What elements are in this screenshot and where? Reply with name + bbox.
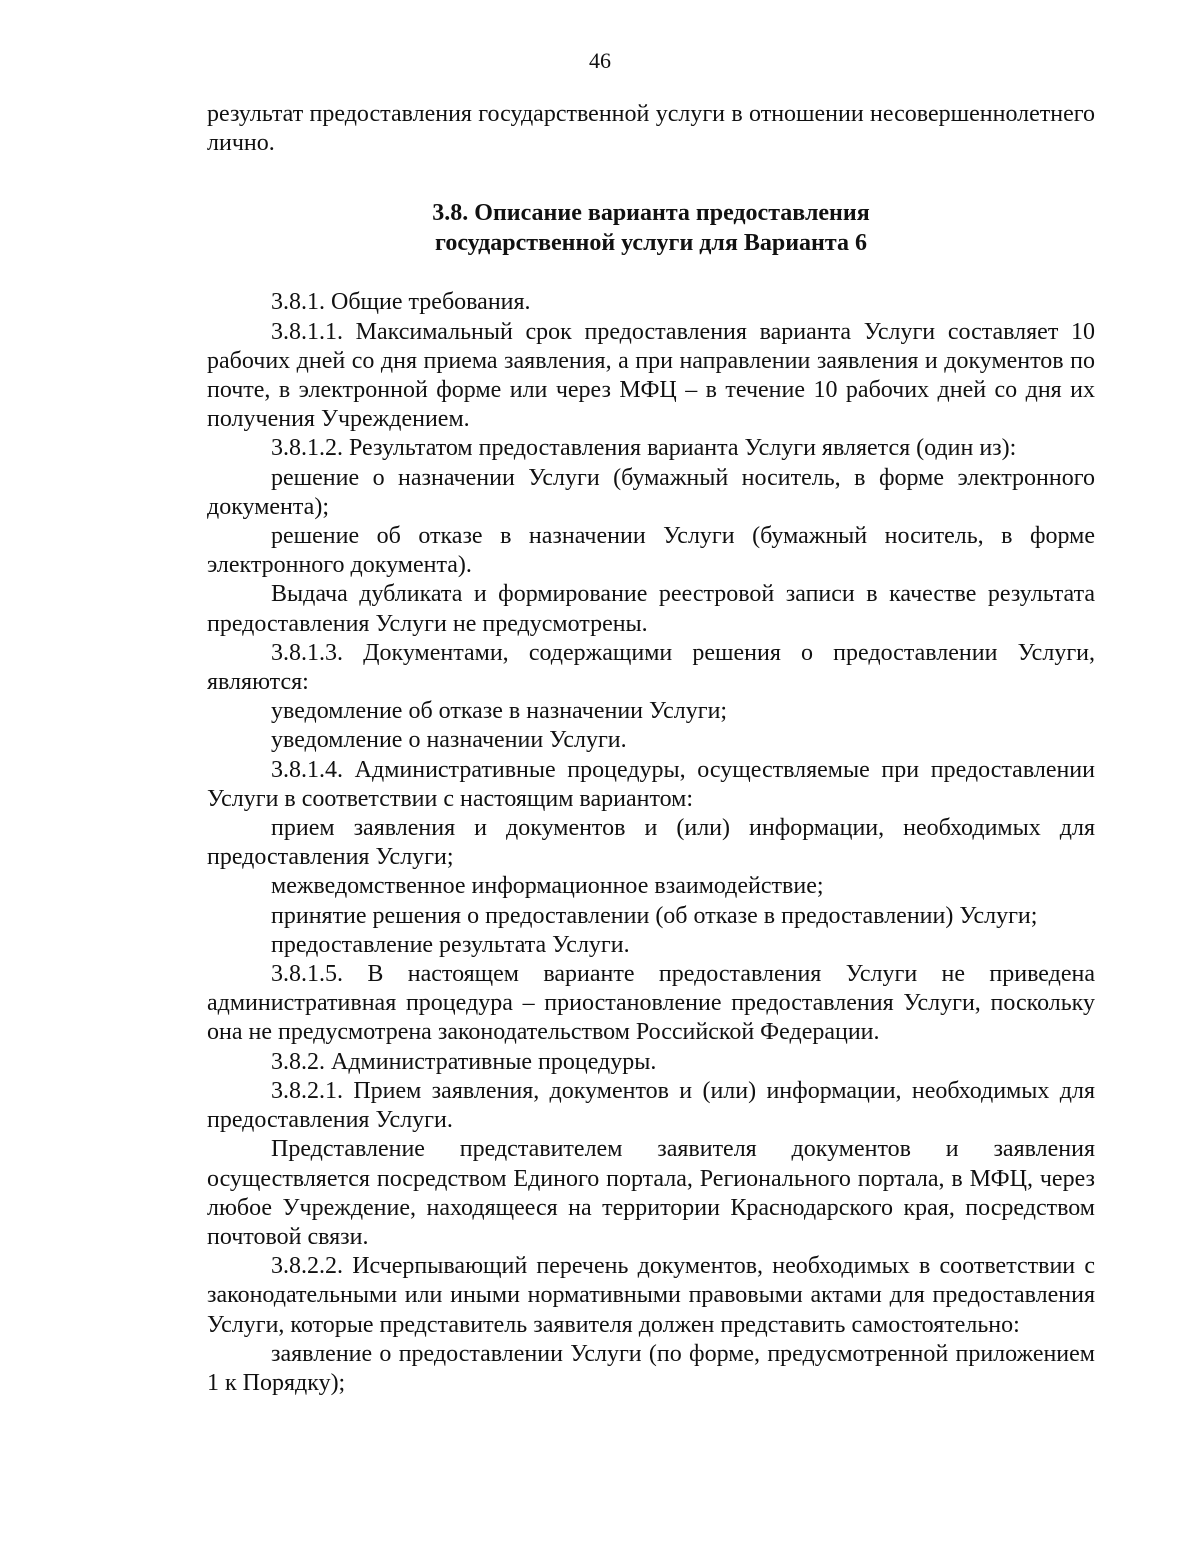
paragraph: 3.8.1.5. В настоящем варианте предоставления Услуги не приведена административная процедура – приостановление предоставления Услуги, поскольку она не предусмотрена законодательством Российской Федерации.	[207, 961, 1095, 1046]
document-body	[207, 100, 1095, 1398]
list-item: межведомственное информационное взаимодействие;	[271, 873, 824, 900]
list-item: решение о назначении Услуги (бумажный носитель, в форме электронного документа);	[207, 464, 1095, 520]
paragraph: 3.8.1.1. Максимальный срок предоставления варианта Услуги составляет 10 рабочих дней со дня приема заявления, а при направлении заявления и документов по почте, в электронной форме или через МФЦ – в течение 10 рабочих дней со дня их получения Учреждением.	[207, 318, 1095, 433]
list-item: уведомление об отказе в назначении Услуги;	[271, 698, 728, 725]
paragraph: 3.8.2.2. Исчерпывающий перечень документов, необходимых в соответствии с законодательными или иными нормативными правовыми актами для предоставления Услуги, которые представитель заявителя должен представить самостоятельно:	[207, 1253, 1095, 1338]
paragraph: Представление представителем заявителя документов и заявления осуществляется посредством Единого портала, Регионального портала, в МФЦ, через любое Учреждение, находящееся на территории Краснодарского края, посредством почтовой связи.	[207, 1136, 1095, 1250]
list-item: уведомление о назначении Услуги.	[271, 727, 627, 754]
list-item: предоставление результата Услуги.	[271, 931, 630, 958]
paragraph: 3.8.2.1. Прием заявления, документов и (или) информации, необходимых для предоставления Услуги.	[207, 1077, 1095, 1134]
page-number: 46	[589, 48, 611, 73]
opening-paragraph: результат предоставления государственной услуги в отношении несовершеннолетнего лично.	[207, 101, 1095, 157]
section-heading-line-1: 3.8. Описание варианта предоставления	[432, 200, 870, 227]
list-item: решение об отказе в назначении Услуги (бумажный носитель, в форме электронного документа).	[207, 523, 1095, 579]
section-heading-line-2: государственной услуги для Варианта 6	[435, 230, 867, 257]
list-item: принятие решения о предоставлении (об отказе в предоставлении) Услуги;	[271, 902, 1038, 929]
paragraph: 3.8.1.4. Административные процедуры, осуществляемые при предоставлении Услуги в соответствии с настоящим вариантом:	[207, 756, 1095, 812]
paragraph: 3.8.1. Общие требования.	[271, 289, 531, 316]
paragraph: 3.8.1.2. Результатом предоставления варианта Услуги является (один из):	[271, 435, 1017, 462]
paragraph: 3.8.1.3. Документами, содержащими решения о предоставлении Услуги, являются:	[207, 639, 1095, 696]
list-item: прием заявления и документов и (или) информации, необходимых для предоставления Услуги;	[207, 815, 1095, 871]
list-item: заявление о предоставлении Услуги (по форме, предусмотренной приложением 1 к Порядку);	[207, 1340, 1095, 1396]
paragraph: Выдача дубликата и формирование реестровой записи в качестве результата предоставления Услуги не предусмотрены.	[207, 581, 1095, 637]
section-heading	[207, 198, 1095, 258]
paragraph: 3.8.2. Административные процедуры.	[271, 1048, 657, 1075]
